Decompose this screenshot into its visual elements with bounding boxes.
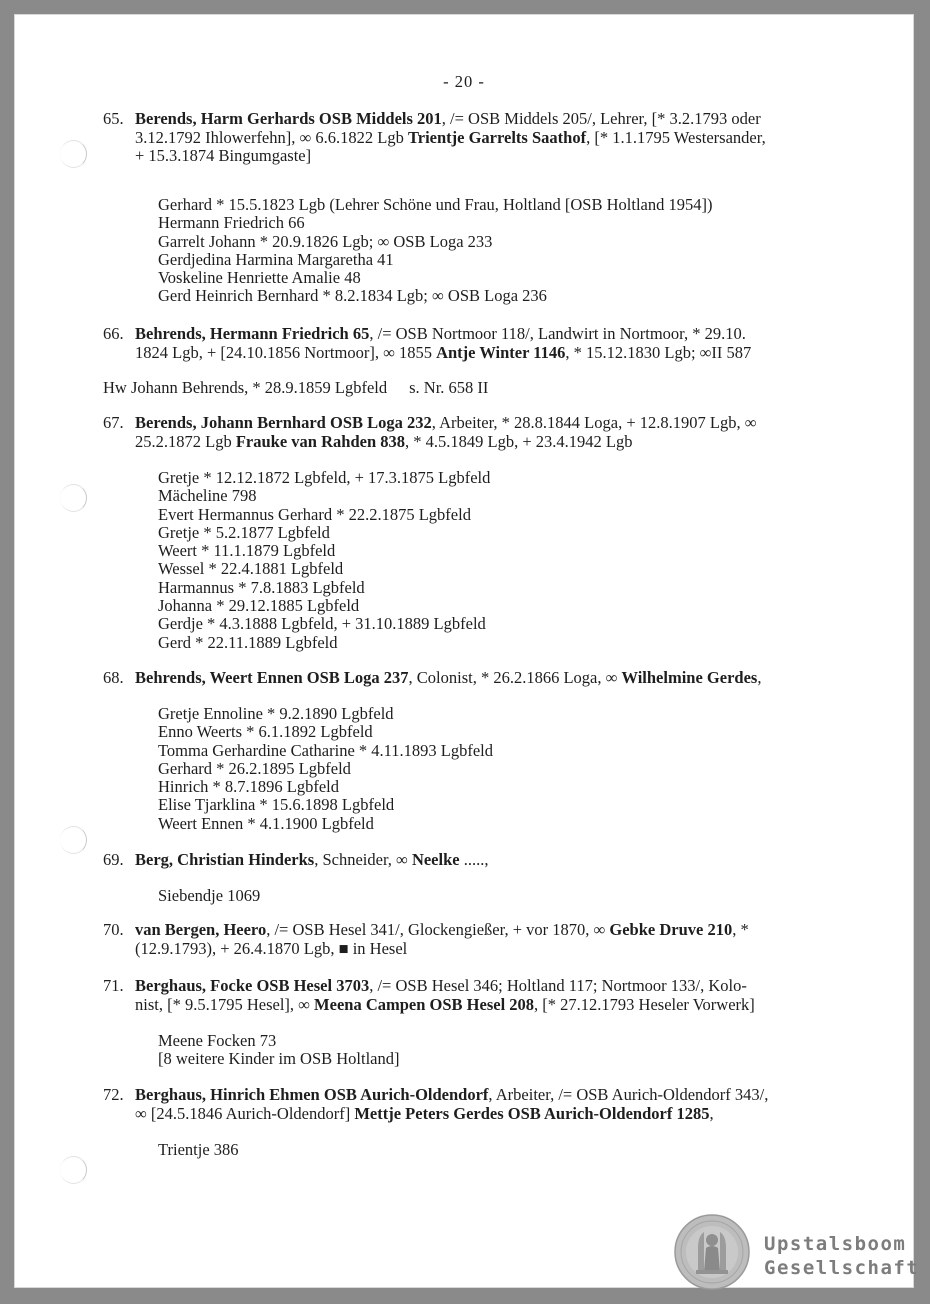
children-list-72 <box>158 1141 239 1159</box>
child-item: Gerd Heinrich Bernhard * 8.2.1834 Lgb; ∞ OSB Loga 236 <box>158 286 547 306</box>
entry-line <box>103 147 863 166</box>
entry-65 <box>103 110 863 166</box>
child-item: Hinrich * 8.7.1896 Lgbfeld <box>158 777 340 797</box>
entry-text: , [* 1.1.1795 Westersander, <box>586 127 766 147</box>
society-name <box>764 1232 919 1280</box>
entry-line <box>103 344 863 363</box>
entry-line <box>135 976 747 995</box>
entry-text: , Colonist, * 26.2.1866 Loga, ∞ <box>408 668 622 687</box>
entry-text: , /= OSB Hesel 341/, Glockengießer, + vor 1870, ∞ <box>266 920 610 939</box>
punch-hole <box>60 826 87 854</box>
entry-text: , Schneider, ∞ <box>314 850 412 869</box>
child-item: Weert * 11.1.1879 Lgbfeld <box>158 541 336 561</box>
entry-text: 3.12.1792 Ihlowerfehn], ∞ 6.6.1822 Lgb <box>135 127 408 147</box>
entry-text: , [* 27.12.1793 Heseler Vorwerk] <box>534 994 755 1014</box>
children-list-69 <box>158 887 260 905</box>
entry-text: , /= OSB Hesel 346; Holtland 117; Nortmoor 133/, Kolo- <box>369 976 747 995</box>
entry-text: (12.9.1793), + 26.4.1870 Lgb, ■ in Hesel <box>135 938 408 958</box>
entry-line <box>103 1105 863 1124</box>
person-name: Behrends, Weert Ennen OSB Loga 237 <box>135 668 409 687</box>
person-name: Berends, Harm Gerhards OSB Middels 201 <box>135 109 442 128</box>
person-name: Meena Campen OSB Hesel 208 <box>314 994 535 1014</box>
person-name: Neelke <box>411 850 460 869</box>
entry-text: + 15.3.1874 Bingumgaste] <box>135 146 312 165</box>
entry-line <box>135 324 746 343</box>
person-name: Berghaus, Hinrich Ehmen OSB Aurich-Oldendorf <box>135 1085 489 1104</box>
entry-text: , * 4.5.1849 Lgb, + 23.4.1942 Lgb <box>405 431 633 451</box>
children-list-71 <box>158 1032 400 1069</box>
person-name: Gebke Druve 210 <box>609 920 733 939</box>
child-item: Johanna * 29.12.1885 Lgbfeld <box>158 596 360 616</box>
entry-text: , <box>709 1103 714 1123</box>
entry-text: ∞ [24.5.1846 Aurich-Oldendorf] <box>135 1103 355 1123</box>
entry-text: nist, [* 9.5.1795 Hesel], ∞ <box>135 994 315 1014</box>
child-item: Tomma Gerhardine Catharine * 4.11.1893 Lgbfeld <box>158 740 494 760</box>
entry-68 <box>103 669 863 688</box>
entry-line <box>135 413 756 432</box>
entry-text: , * 15.12.1830 Lgb; ∞II 587 <box>565 342 752 362</box>
entry-number: 71. <box>103 976 124 995</box>
child-item: Gerhard * 26.2.1895 Lgbfeld <box>158 758 351 778</box>
entry-number: 72. <box>103 1085 124 1104</box>
entry-line <box>103 940 863 959</box>
household-text: Hw Johann Behrends, * 28.9.1859 Lgbfeld <box>103 378 388 397</box>
entry-72 <box>103 1086 863 1123</box>
entry-text: , Arbeiter, /= OSB Aurich-Oldendorf 343/, <box>488 1085 769 1104</box>
child-item: Wessel * 22.4.1881 Lgbfeld <box>158 559 344 579</box>
entry-text: , * <box>732 920 749 939</box>
child-item: Evert Hermannus Gerhard * 22.2.1875 Lgbfeld <box>158 504 471 524</box>
person-name: van Bergen, Heero <box>135 920 267 939</box>
person-name: Berends, Johann Bernhard OSB Loga 232 <box>135 413 432 432</box>
punch-hole <box>60 1156 87 1184</box>
person-name: Trientje Garrelts Saathof <box>407 127 587 147</box>
child-item: Mächeline 798 <box>158 486 257 506</box>
entry-text: , Arbeiter, * 28.8.1844 Loga, + 12.8.1907 Lgb, ∞ <box>431 413 757 432</box>
entry-70 <box>103 921 863 958</box>
entry-number: 68. <box>103 668 124 687</box>
entry-number: 66. <box>103 324 124 343</box>
society-name-line-1: Upstalsboom <box>764 1233 907 1255</box>
child-item: Voskeline Henriette Amalie 48 <box>158 268 361 288</box>
entry-text: 1824 Lgb, + [24.10.1856 Nortmoor], ∞ 1855 <box>135 342 437 362</box>
entry-71 <box>103 977 863 1014</box>
person-name: Berghaus, Focke OSB Hesel 3703 <box>135 976 370 995</box>
document-page <box>14 14 920 1288</box>
entry-text: , /= OSB Middels 205/, Lehrer, [* 3.2.1793 oder <box>441 109 761 128</box>
child-item: Enno Weerts * 6.1.1892 Lgbfeld <box>158 722 373 742</box>
person-name: Wilhelmine Gerdes <box>621 668 758 687</box>
child-item: [8 weitere Kinder im OSB Holtland] <box>158 1049 400 1069</box>
child-item: Elise Tjarklina * 15.6.1898 Lgbfeld <box>158 795 395 815</box>
entry-text: , /= OSB Nortmoor 118/, Landwirt in Nortmoor, * 29.10. <box>369 324 746 343</box>
child-item: Garrelt Johann * 20.9.1826 Lgb; ∞ OSB Loga 233 <box>158 231 493 251</box>
entry-number: 69. <box>103 850 124 869</box>
child-item: Gerd * 22.11.1889 Lgbfeld <box>158 632 338 652</box>
entry-text: ....., <box>459 850 489 869</box>
children-list-68 <box>158 705 493 833</box>
entry-number: 65. <box>103 109 124 128</box>
society-name-line-2: Gesellschaft <box>764 1257 920 1279</box>
child-item: Gretje Ennoline * 9.2.1890 Lgbfeld <box>158 704 394 723</box>
entry-line <box>103 996 863 1015</box>
entry-line <box>135 1085 768 1104</box>
punch-hole <box>60 140 87 168</box>
household-note <box>103 379 488 398</box>
child-item: Trientje 386 <box>158 1140 239 1159</box>
household-ref: s. Nr. 658 II <box>409 378 489 397</box>
entry-line <box>135 850 488 869</box>
entry-line <box>103 129 863 148</box>
child-item: Meene Focken 73 <box>158 1031 277 1050</box>
society-seal-icon <box>674 1214 750 1290</box>
child-item: Gretje * 5.2.1877 Lgbfeld <box>158 522 330 542</box>
child-item: Harmannus * 7.8.1883 Lgbfeld <box>158 577 365 597</box>
person-name: Mettje Peters Gerdes OSB Aurich-Oldendorf 1285 <box>354 1103 710 1123</box>
entry-line <box>135 668 761 687</box>
child-item: Gerdje * 4.3.1888 Lgbfeld, + 31.10.1889 Lgbfeld <box>158 614 486 634</box>
entry-line <box>103 433 863 452</box>
entry-69 <box>103 851 863 870</box>
entry-67 <box>103 414 863 451</box>
punch-hole <box>60 484 87 512</box>
child-item: Gretje * 12.12.1872 Lgbfeld, + 17.3.1875 Lgbfeld <box>158 468 491 487</box>
person-name: Berg, Christian Hinderks <box>135 850 315 869</box>
page-number: - 20 - <box>443 72 485 91</box>
person-name: Frauke van Rahden 838 <box>235 431 405 451</box>
children-list-65 <box>158 196 712 306</box>
children-list-67 <box>158 469 490 652</box>
entry-text: 25.2.1872 Lgb <box>135 431 236 451</box>
entry-text: , <box>757 668 762 687</box>
entry-line <box>135 920 749 939</box>
child-item: Gerdjedina Harmina Margaretha 41 <box>158 249 394 269</box>
child-item: Weert Ennen * 4.1.1900 Lgbfeld <box>158 813 374 833</box>
entry-66 <box>103 325 863 362</box>
entry-line <box>135 109 761 128</box>
person-name: Behrends, Hermann Friedrich 65 <box>135 324 370 343</box>
child-item: Hermann Friedrich 66 <box>158 213 305 233</box>
entry-number: 70. <box>103 920 124 939</box>
child-item: Gerhard * 15.5.1823 Lgb (Lehrer Schöne und Frau, Holtland [OSB Holtland 1954]) <box>158 195 713 214</box>
child-item: Siebendje 1069 <box>158 886 261 905</box>
person-name: Antje Winter 1146 <box>436 342 566 362</box>
entry-number: 67. <box>103 413 124 432</box>
